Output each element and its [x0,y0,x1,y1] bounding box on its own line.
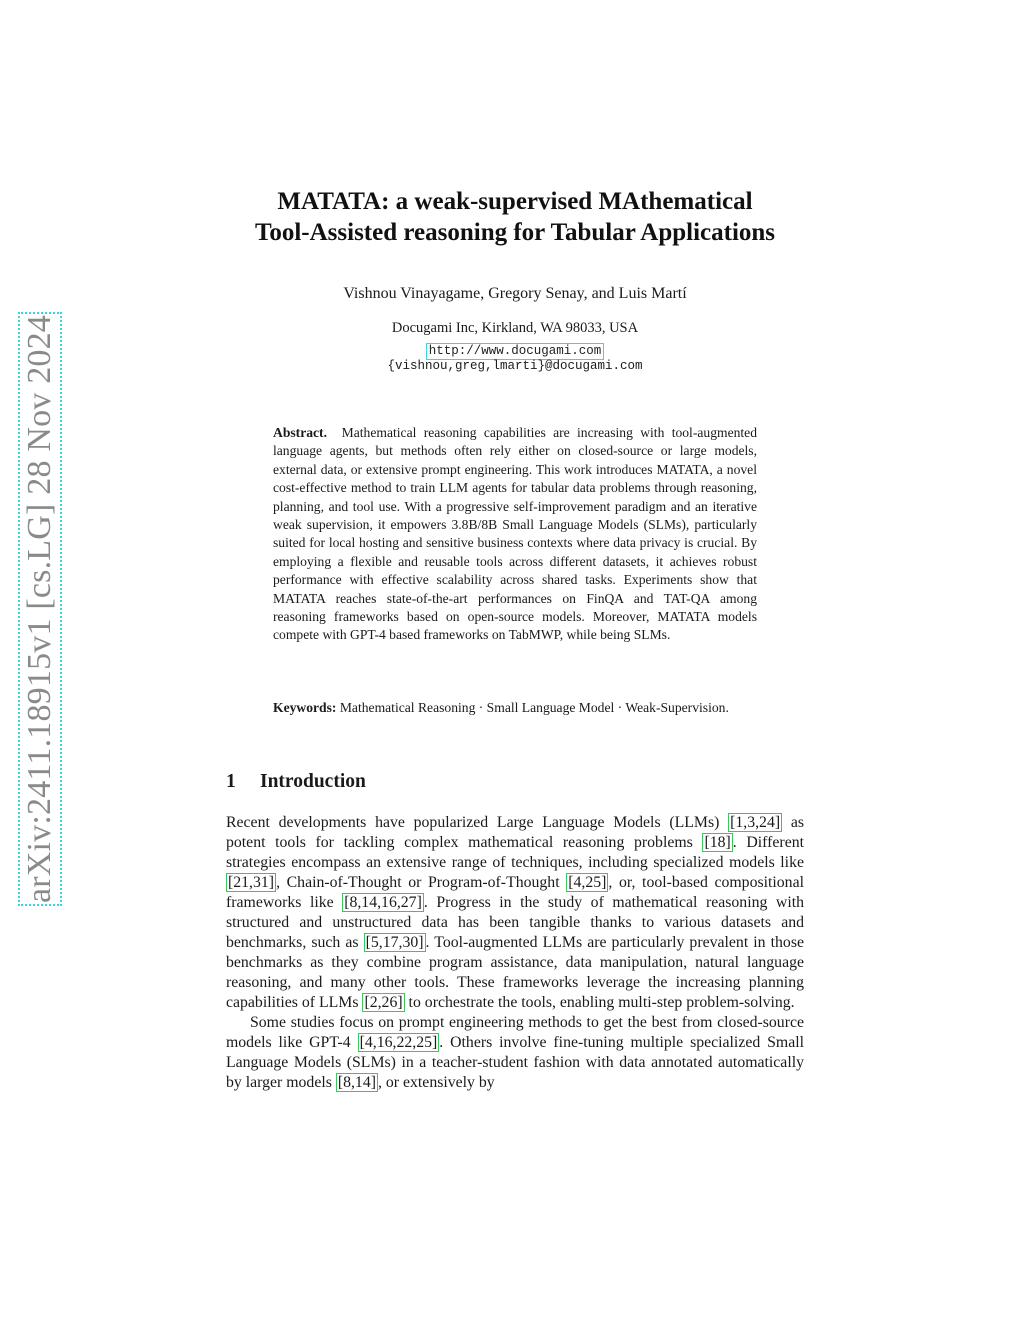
keywords-text: Mathematical Reasoning · Small Language Model · Weak-Supervision. [339,700,729,715]
url-line [200,339,830,360]
paragraph-text: . Progress in the study of mathematical reasoning with structured and unstructured data has been tangible thanks to various datasets and benchmarks, such as [226,894,804,951]
author-list: Vishnou Vinayagame, Gregory Senay, and Luis Martí [343,285,687,302]
citation-link[interactable]: [21,31] [228,874,275,891]
paragraph-text: . Others involve fine-tuning multiple specialized Small Language Models (SLMs) in a teacher-student fashion with data annotated automatically by larger models [226,1034,805,1091]
arxiv-identifier-link[interactable]: arXiv:2411.18915v1 [cs.LG] 28 Nov 2024 [18,312,62,906]
citation-link[interactable]: [8,14] [337,1074,376,1091]
section-title: Introduction [260,771,366,792]
abstract-label: Abstract. [273,425,327,440]
paragraph-text: . Different strategies encompass an extensive range of techniques, including specialized models like [226,834,804,871]
paper-title [200,186,830,248]
website-link[interactable]: http://www.docugami.com [426,343,605,360]
paragraph-text: Some studies focus on prompt engineering methods to get the best from closed-source models like GPT-4 [226,1014,804,1051]
author-emails: {vishnou,greg,lmarti}@docugami.com [387,359,643,373]
citation-link[interactable]: [8,14,16,27] [344,894,422,911]
citation-link[interactable]: [1,3,24] [730,814,781,831]
citation-link[interactable]: [18] [704,834,731,851]
introduction-body [226,813,804,1093]
citation-link[interactable]: [4,25] [568,874,607,891]
paragraph-text: Recent developments have popularized Large Language Models (LLMs) [226,814,729,831]
section-heading [226,770,806,794]
paragraph-text: to orchestrate the tools, enabling multi-step problem-solving. [404,994,795,1011]
citation-link[interactable]: [2,26] [364,994,403,1011]
abstract [273,424,757,645]
paragraph-text: . Tool-augmented LLMs are particularly prevalent in those benchmarks as they combine program assistance, data manipulation, natural language reasoning, and many other tools. These frameworks leverage the increasing planning capabilities of LLMs [226,934,804,1011]
paragraph-2 [226,1013,804,1093]
keywords-label: Keywords: [273,700,337,715]
paper-title-line-2: Tool-Assisted reasoning for Tabular Applications [254,219,776,246]
keywords [273,699,757,717]
abstract-text: Mathematical reasoning capabilities are increasing with tool-augmented language agents, but methods often rely either on closed-source or large models, external data, or extensive prompt engineering. This work introduces MATATA, a novel cost-effective method to train LLM agents for tabular data problems through reasoning, planning, and tool use. With a progressive self-improvement paradigm and an iterative weak supervision, it empowers 3.8B/8B Small Language Models (SLMs), particularly suited for local hosting and sensitive business contexts where data privacy is crucial. By employing a flexible and reusable tools across different datasets, it achieves robust performance with effective scalability across shared tasks. Experiments show that MATATA reaches state-of-the-art performances on FinQA and TAT-QA among reasoning frameworks based on open-source models. Moreover, MATATA models compete with GPT-4 based frameworks on TabMWP, while being SLMs. [273,425,758,643]
paragraph-text: as potent tools for tackling complex mathematical reasoning problems [226,814,805,851]
paragraph-text: , Chain-of-Thought or Program-of-Thought [276,874,567,891]
section-number: 1 [226,771,236,792]
citation-link[interactable]: [5,17,30] [365,934,424,951]
citation-link[interactable]: [4,16,22,25] [359,1034,438,1051]
paragraph-text: , or extensively by [378,1074,495,1091]
paragraph-text: , or, tool-based compositional frameworks like [226,874,804,911]
paragraph-1 [226,813,804,1013]
paper-title-line-1: MATATA: a weak-supervised MAthematical [277,188,753,215]
affiliation: Docugami Inc, Kirkland, WA 98033, USA [391,320,639,336]
